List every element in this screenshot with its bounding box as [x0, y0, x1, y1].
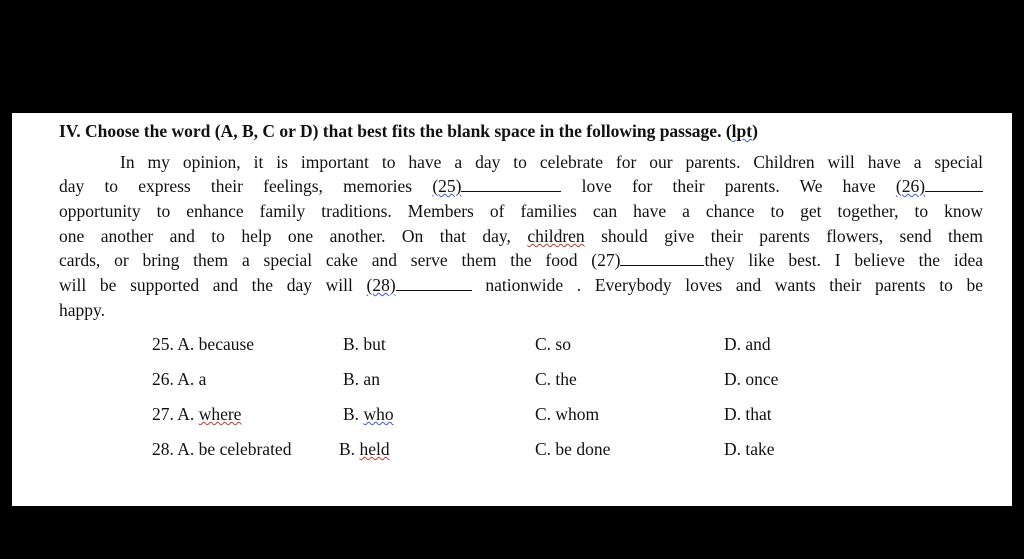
q25-option-b[interactable]: B. but: [343, 334, 386, 354]
q27-option-c[interactable]: C. whom: [535, 404, 600, 424]
heading-points: lpt: [731, 121, 753, 141]
passage-word-children: children: [527, 226, 585, 246]
q28-option-c[interactable]: C. be done: [535, 439, 611, 459]
passage-text: In my opinion, it is important to have a day to celebrate for our parents. Children will have a special: [120, 152, 983, 172]
option-label: B.: [343, 404, 364, 424]
option-word: who: [363, 404, 394, 424]
passage-text: should give their parents flowers, send them: [601, 226, 984, 246]
q26-option-d[interactable]: D. once: [724, 369, 779, 389]
q28-option-b[interactable]: [339, 439, 390, 460]
passage-line-3: [59, 200, 983, 222]
q28-option-a[interactable]: 28. A. be celebrated: [152, 439, 292, 459]
blank-27: [620, 250, 704, 266]
blank-line: [925, 176, 983, 192]
passage-line-1: [120, 151, 983, 173]
passage-text: happy.: [59, 300, 106, 320]
passage-text: nationwide . Everybody loves and wants their parents to be: [485, 275, 984, 295]
exercise-heading: [59, 121, 758, 142]
blank-25-number: (25): [432, 176, 462, 196]
passage-text: will be supported and the day will: [59, 275, 353, 295]
blank-line: [461, 176, 561, 192]
blank-25: [432, 176, 561, 196]
option-label: 27. A.: [152, 404, 199, 424]
passage-text: cards, or bring them a special cake and serve them the food (27): [59, 250, 621, 270]
passage-line-5: [59, 249, 983, 271]
worksheet: [12, 113, 1012, 506]
blank-26: [896, 176, 983, 196]
passage-text: day to express their feelings, memories: [59, 176, 413, 196]
q26-option-a[interactable]: 26. A. a: [152, 369, 207, 389]
passage-line-6: [59, 274, 983, 296]
heading-text: IV. Choose the word (A, B, C or D) that best fits the blank space in the following passage. (: [59, 121, 732, 141]
heading-close: ): [752, 121, 758, 141]
blank-26-number: (26): [895, 176, 926, 196]
passage-text: one another and to help one another. On that day,: [59, 226, 511, 246]
passage-line-7: [59, 299, 983, 321]
blank-28-number: (28): [366, 275, 396, 295]
q27-option-d[interactable]: D. that: [724, 404, 772, 424]
option-word: where: [198, 404, 242, 424]
q27-option-a[interactable]: [152, 404, 241, 425]
passage-text: opportunity to enhance family traditions. Members of families can have a chance to get together, to know: [59, 201, 983, 221]
q25-option-a[interactable]: 25. A. because: [152, 334, 255, 354]
q27-option-b[interactable]: [343, 404, 394, 425]
blank-line: [396, 275, 472, 291]
blank-28: [367, 275, 472, 295]
passage-line-4: [59, 225, 983, 247]
q26-option-c[interactable]: C. the: [535, 369, 577, 389]
q28-option-d[interactable]: D. take: [724, 439, 775, 459]
option-label: B.: [339, 439, 360, 459]
option-word: held: [359, 439, 390, 459]
passage-text: they like best. I believe the idea: [704, 250, 983, 270]
passage-text: love for their parents. We have: [581, 176, 876, 196]
q26-option-b[interactable]: B. an: [343, 369, 380, 389]
q25-option-d[interactable]: D. and: [724, 334, 771, 354]
q25-option-c[interactable]: C. so: [535, 334, 571, 354]
passage-line-2: [59, 175, 983, 197]
